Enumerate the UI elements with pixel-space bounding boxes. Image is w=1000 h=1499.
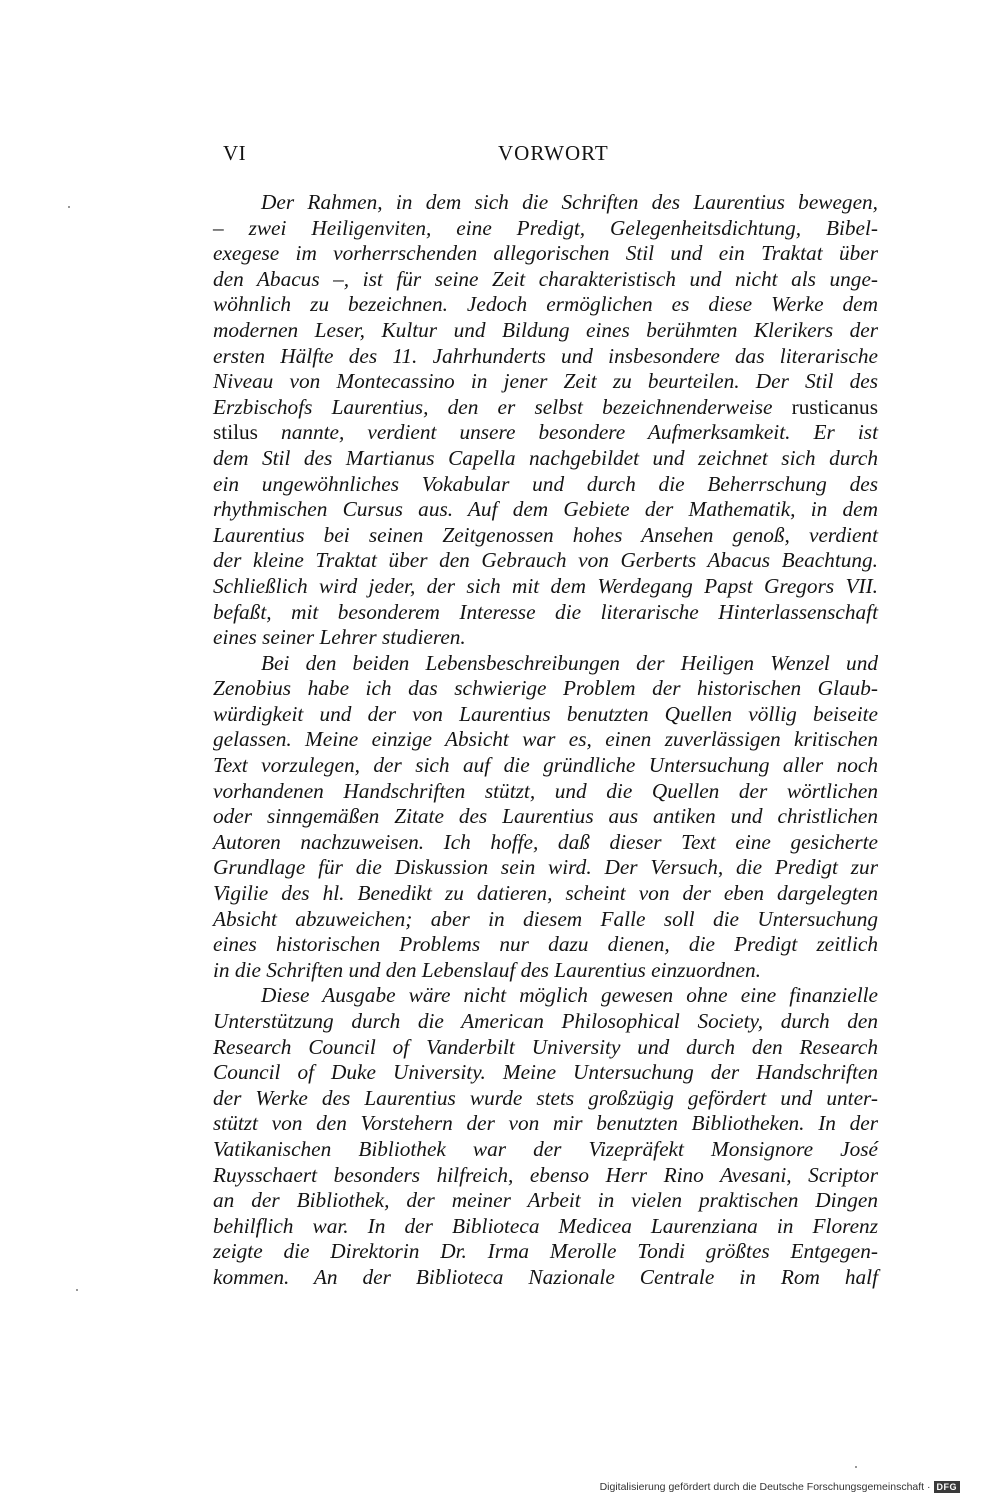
text-segment: stützt von den Vorstehern der von mir benutzten Bibliotheken. In der — [213, 1111, 878, 1136]
scan-speck — [68, 206, 70, 208]
text-segment: modernen Leser, Kultur und Bildung eines berühmten Klerikers der — [213, 317, 878, 342]
text-line — [213, 395, 878, 421]
text-segment: vorhandenen Handschriften stützt, und die Quellen der wörtlichen — [213, 778, 878, 803]
text-line — [213, 753, 878, 779]
text-line — [213, 292, 878, 318]
text-line — [213, 702, 878, 728]
text-segment: Bei den beiden Lebensbeschreibungen der Heiligen Wenzel und — [261, 650, 878, 675]
footer-credit — [600, 1481, 960, 1493]
text-line — [213, 727, 878, 753]
text-line — [213, 472, 878, 498]
text-segment: – zwei Heiligenviten, eine Predigt, Gelegenheitsdichtung, Bibel- — [213, 215, 878, 240]
text-line — [213, 241, 878, 267]
text-segment: Vigilie des hl. Benedikt zu datieren, scheint von der eben dargelegten — [213, 881, 878, 906]
text-line — [213, 983, 878, 1009]
text-line — [213, 548, 878, 574]
text-segment: ein ungewöhnliches Vokabular und durch die Beherrschung des — [213, 471, 878, 496]
text-line — [213, 1111, 878, 1137]
text-segment: befaßt, mit besonderem Interesse die literarische Hinterlassenschaft — [213, 599, 878, 624]
body-text — [213, 190, 878, 1291]
text-segment: Niveau von Montecassino in jener Zeit zu beurteilen. Der Stil des — [213, 369, 878, 394]
text-line — [213, 497, 878, 523]
text-line — [213, 574, 878, 600]
text-segment: Grundlage für die Diskussion sein wird. Der Versuch, die Predigt zur — [213, 855, 878, 880]
text-line — [213, 1009, 878, 1035]
text-segment: nannte, verdient unsere besondere Aufmerksamkeit. Er ist — [257, 420, 878, 445]
page-number: VI — [223, 141, 247, 165]
text-line — [213, 676, 878, 702]
paragraph — [213, 983, 878, 1290]
text-segment: Diese Ausgabe wäre nicht möglich gewesen ohne eine finanzielle — [261, 983, 878, 1008]
text-segment: Ruysschaert besonders hilfreich, ebenso Herr Rino Avesani, Scriptor — [213, 1162, 878, 1187]
text-line — [213, 1137, 878, 1163]
dfg-logo: DFG — [934, 1481, 961, 1493]
text-segment: gelassen. Meine einzige Absicht war es, einen zuverlässigen kritischen — [213, 727, 878, 752]
text-segment: Laurentius bei seinen Zeitgenossen hohes Ansehen genoß, verdient — [213, 522, 878, 547]
text-line — [213, 1035, 878, 1061]
text-line — [213, 651, 878, 677]
text-line — [213, 369, 878, 395]
text-line — [213, 855, 878, 881]
text-line — [213, 446, 878, 472]
text-segment: in die Schriften und den Lebenslauf des Laurentius einzuordnen. — [213, 957, 761, 982]
text-segment: Text vorzulegen, der sich auf die gründliche Untersuchung aller noch — [213, 753, 878, 778]
text-line — [213, 625, 878, 651]
text-segment: Research Council of Vanderbilt University und durch den Research — [213, 1034, 878, 1059]
text-line — [213, 958, 878, 984]
text-line — [213, 1163, 878, 1189]
text-segment: Council of Duke University. Meine Untersuchung der Handschriften — [213, 1060, 878, 1085]
text-segment: eines historischen Problems nur dazu dienen, die Predigt zeitlich — [213, 932, 878, 957]
text-segment: würdigkeit und der von Laurentius benutzten Quellen völlig beiseite — [213, 701, 878, 726]
text-line — [213, 907, 878, 933]
paragraph — [213, 190, 878, 651]
text-segment: Vatikanischen Bibliothek war der Vizepräfekt Monsignore José — [213, 1136, 878, 1161]
text-segment: ersten Hälfte des 11. Jahrhunderts und insbesondere das literarische — [213, 343, 878, 368]
paragraph — [213, 651, 878, 984]
text-line — [213, 190, 878, 216]
text-line — [213, 267, 878, 293]
text-segment: Absicht abzuweichen; aber in diesem Falle soll die Untersuchung — [213, 906, 878, 931]
text-segment: der kleine Traktat über den Gebrauch von Gerberts Abacus Beachtung. — [213, 548, 878, 573]
text-line — [213, 600, 878, 626]
text-segment: Autoren nachzuweisen. Ich hoffe, daß dieser Text eine gesicherte — [213, 829, 878, 854]
latin-term: stilus — [213, 420, 258, 445]
footer-note: Digitalisierung gefördert durch die Deutsche Forschungsgemeinschaft · — [599, 1481, 931, 1493]
scan-speck — [855, 1466, 857, 1468]
text-segment: Der Rahmen, in dem sich die Schriften des Laurentius bewegen, — [261, 190, 878, 214]
text-line — [213, 420, 878, 446]
text-segment: kommen. An der Biblioteca Nazionale Centrale in Rom half — [213, 1264, 878, 1289]
text-line — [213, 216, 878, 242]
text-line — [213, 1265, 878, 1291]
text-line — [213, 804, 878, 830]
text-line — [213, 318, 878, 344]
text-segment: der Werke des Laurentius wurde stets großzügig gefördert und unter- — [213, 1085, 878, 1110]
text-segment: eines seiner Lehrer studieren. — [213, 625, 466, 650]
text-line — [213, 1239, 878, 1265]
text-segment: behilflich war. In der Biblioteca Medicea Laurenziana in Florenz — [213, 1213, 878, 1238]
text-segment: an der Bibliothek, der meiner Arbeit in vielen praktischen Dingen — [213, 1188, 878, 1213]
text-line — [213, 344, 878, 370]
text-line — [213, 779, 878, 805]
text-line — [213, 881, 878, 907]
text-segment: Erzbischofs Laurentius, den er selbst bezeichnenderweise — [213, 394, 792, 419]
text-segment: oder sinngemäßen Zitate des Laurentius aus antiken und christlichen — [213, 804, 878, 829]
text-segment: wöhnlich zu bezeichnen. Jedoch ermöglichen es diese Werke dem — [213, 292, 878, 317]
text-segment: rhythmischen Cursus aus. Auf dem Gebiete der Mathematik, in dem — [213, 497, 878, 522]
text-segment: dem Stil des Martianus Capella nachgebildet und zeichnet sich durch — [213, 445, 878, 470]
text-segment: Zenobius habe ich das schwierige Problem der historischen Glaub- — [213, 676, 878, 701]
text-segment: Schließlich wird jeder, der sich mit dem Werdegang Papst Gregors VII. — [213, 573, 878, 598]
latin-term: rusticanus — [791, 394, 878, 419]
text-segment: exegese im vorherrschenden allegorischen Stil und ein Traktat über — [213, 241, 878, 266]
text-line — [213, 830, 878, 856]
text-line — [213, 1188, 878, 1214]
text-segment: Unterstützung durch die American Philosophical Society, durch den — [213, 1009, 878, 1033]
text-line — [213, 1060, 878, 1086]
text-line — [213, 1214, 878, 1240]
text-segment: zeigte die Direktorin Dr. Irma Merolle Tondi größtes Entgegen- — [213, 1239, 878, 1264]
text-line — [213, 1086, 878, 1112]
text-line — [213, 523, 878, 549]
scan-speck — [76, 1289, 78, 1291]
text-segment: den Abacus –, ist für seine Zeit charakteristisch und nicht als unge- — [213, 266, 878, 291]
text-line — [213, 932, 878, 958]
running-title: VORWORT — [498, 141, 609, 165]
